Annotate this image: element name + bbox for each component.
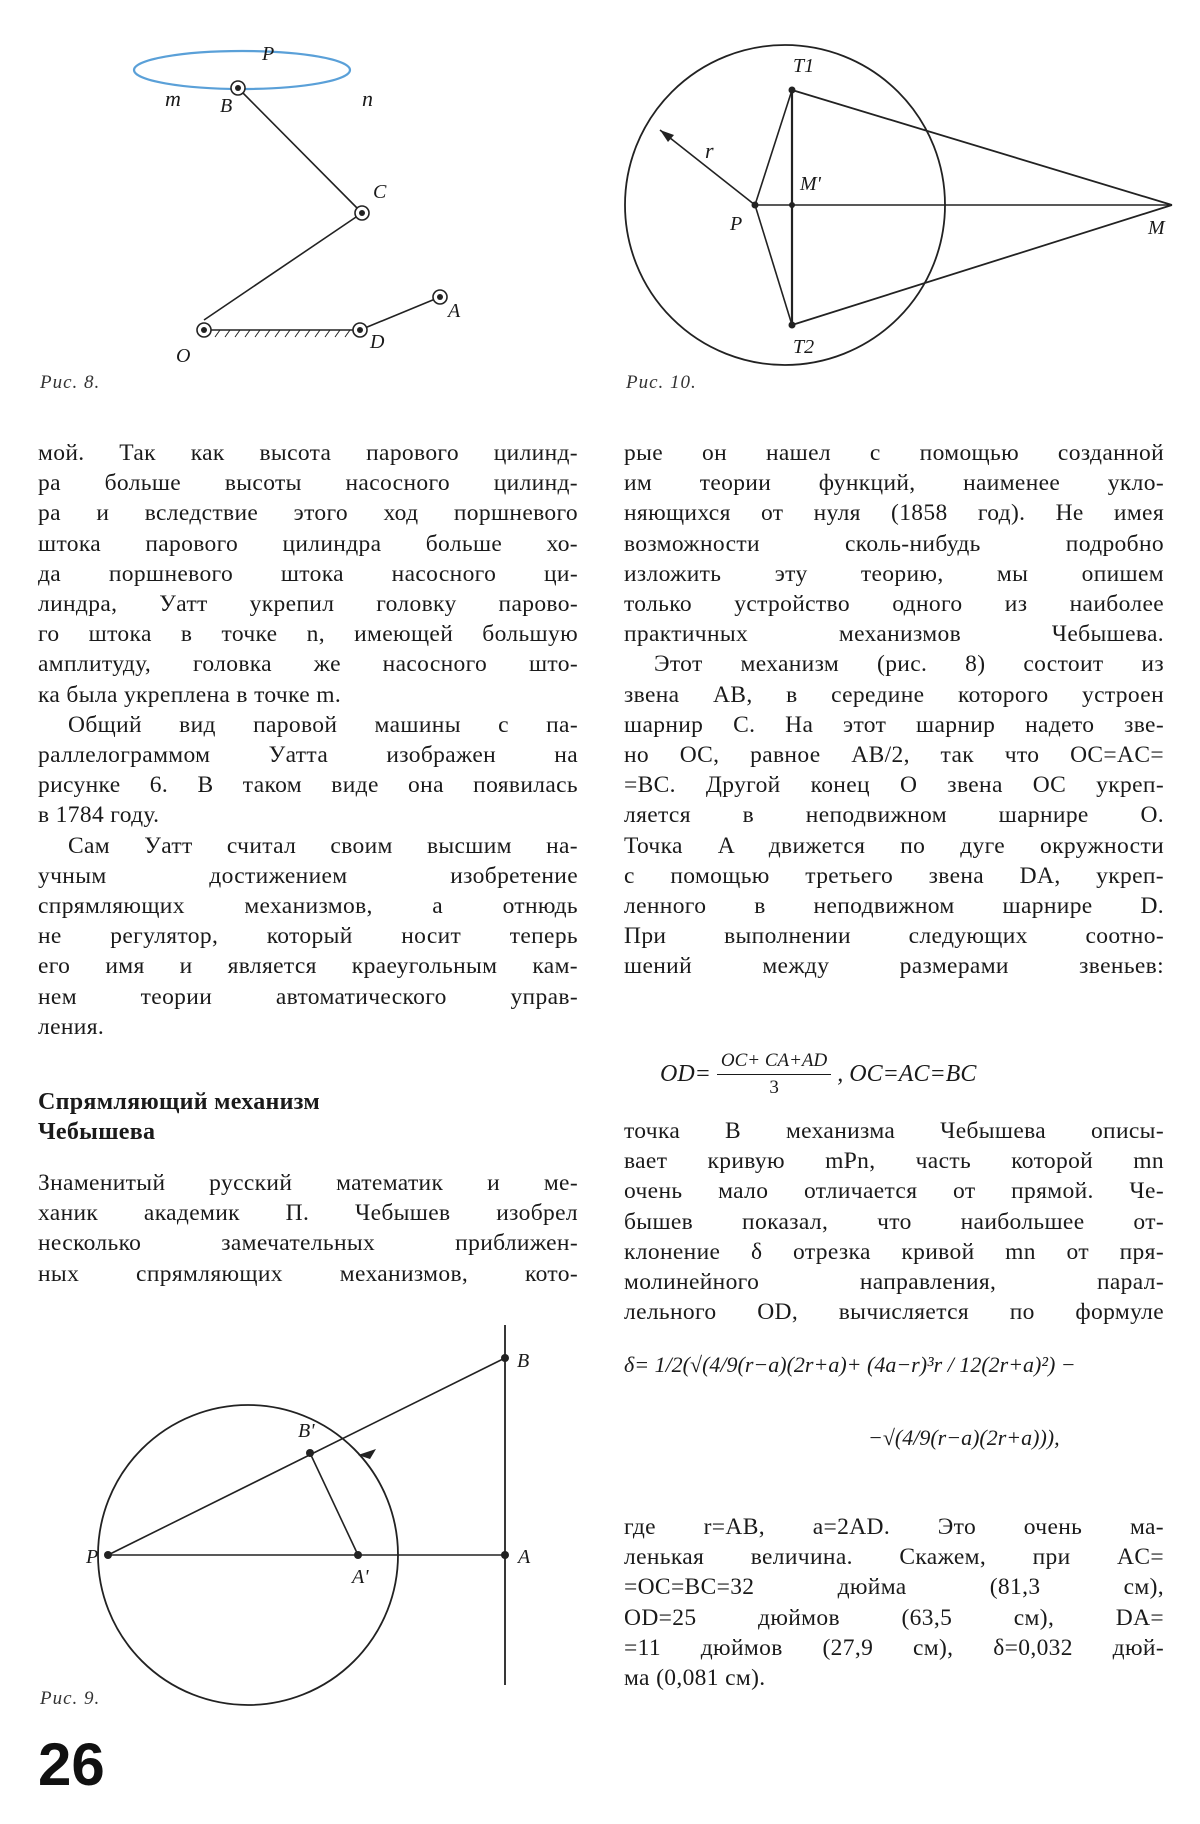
figure-8-drawing [130,30,461,370]
text-line: бышев показал, что наибольшее от- [624,1208,1164,1235]
text-line: ных спрямляющих механизмов, кото- [38,1260,578,1287]
label-r: r [705,138,714,163]
ground-hatching [205,330,350,337]
paragraph-r3 [624,1116,1164,1327]
paragraph-r1 [624,438,1164,649]
text-line: с помощью третьего звена DA, укреп- [624,862,1164,889]
text-line: не регулятор, который носит теперь [38,923,578,950]
label-t1: T1 [793,55,815,77]
right-column [624,438,1164,982]
left-column-intro [38,1168,578,1289]
text-line: спрямляющих механизмов, а отнюдь [38,893,578,920]
label-t2: T2 [793,336,815,358]
radius-pt1 [755,90,792,205]
label-p: P [86,1546,99,1568]
text-line: клонение δ отрезка кривой mn от пря- [624,1238,1164,1265]
text-line: линдра, Уатт укрепил головку парово- [38,591,578,618]
radius-pt2 [755,205,792,325]
text-line: рые он нашел с помощью созданной [624,440,1164,466]
text-line: ма (0,081 см). [624,1665,766,1692]
text-line: несколько замечательных приближен- [38,1230,578,1257]
paragraph-2 [38,710,578,831]
formula-fraction [717,1050,831,1099]
tangent-t1 [792,90,1172,205]
text-line: Точка A движется по дуге окружности [624,832,1164,859]
text-line: Знаменитый русский математик и ме- [38,1170,578,1196]
text-line: ра больше высоты насосного цилинд- [38,470,578,497]
text-line: где r=AB, a=2AD. Это очень ма- [624,1514,1164,1540]
figure-9-drawing [86,1325,560,1695]
text-line: молинейного направления, парал- [624,1269,1164,1296]
text-line: =11 дюймов (27,9 см), δ=0,032 дюй- [624,1634,1164,1661]
label-b: B [220,95,233,117]
label-c: C [373,181,387,203]
text-line: практичных механизмов Чебышева. [624,621,1164,648]
text-line: его имя и является краеугольным кам- [38,953,578,980]
text-line: го штока в точке n, имеющей большую [38,621,578,648]
figure-9-caption: Рис. 9. [40,1688,101,1709]
text-line: =BC. Другой конец O звена OC укреп- [624,772,1164,799]
text-line: няющихся от нуля (1858 год). Не имея [624,500,1164,527]
text-line: вает кривую mPn, часть которой mn [624,1148,1164,1175]
right-column-end [624,1512,1164,1693]
figure-10-caption: Рис. 10. [626,372,697,393]
chord-b-a [310,1453,358,1555]
figure-10 [620,50,1180,370]
text-line: ляется в неподвижном шарнире O. [624,802,1164,829]
text-line: ленькая величина. Скажем, при AC= [624,1544,1164,1571]
line-pb [108,1358,505,1555]
text-line: но OC, равное AB/2, так что OC=AC= [624,742,1164,769]
label-a-prime: A' [352,1566,369,1588]
text-line: ханик академик П. Чебышев изобрел [38,1200,578,1227]
label-m-prime: M' [800,173,821,195]
text-line: ра и вследствие этого ход поршневого [38,500,578,527]
formula-delta-line-2 [868,1425,1060,1451]
label-a: A [518,1546,531,1568]
text-line: Сам Уатт считал своим высшим на- [68,832,578,859]
text-line: ленного в неподвижном шарнире D. [624,893,1164,920]
paragraph-1 [38,438,578,710]
paragraph-r2 [624,649,1164,981]
text-line: Общий вид паровой машины с па- [68,711,578,738]
text-line: OD=25 дюймов (63,5 см), DA= [624,1604,1164,1631]
formula-text: −√(4/9(r−a)(2r+a))), [868,1425,1060,1450]
text-line: мой. Так как высота парового цилинд- [38,440,578,466]
text-line: =OC=BC=32 дюйма (81,3 см), [624,1574,1164,1601]
text-line: учным достижением изобретение [38,862,578,889]
paragraph-r4 [624,1512,1164,1693]
label-m: M [1148,217,1165,239]
label-o: O [176,345,191,367]
label-m: m [165,86,181,111]
text-line: ка была укреплена в точке m. [38,681,342,708]
text-line: ления. [38,1013,105,1040]
text-line: им теории функций, наименее укло- [624,470,1164,497]
text-line: Этот механизм (рис. 8) состоит из [654,651,1164,678]
left-column [38,438,578,1042]
text-line: изложить эту теорию, мы опишем [624,560,1164,587]
figure-10-drawing [620,50,1180,370]
figure-8 [130,30,461,370]
text-line: амплитуду, головка же насосного што- [38,651,578,678]
formula-lhs: OD= [660,1061,711,1087]
formula-rhs: , OC=AC=BC [837,1061,977,1087]
link-oc [204,213,362,320]
section-heading [38,1087,320,1147]
label-p: P [262,43,275,65]
link-da [360,297,440,330]
label-d: D [370,331,385,353]
tangent-t2 [792,205,1172,325]
text-line: шарнир C. На этот шарнир надето зве- [624,711,1164,738]
text-line: шений между размерами звеньев: [624,953,1164,980]
text-line: звена AB, в середине которого устроен [624,681,1164,708]
formula-text: δ= 1/2(√(4/9(r−a)(2r+a)+ (4a−r)³r / 12(2r+a)²) − [624,1352,1076,1377]
text-line: только устройство одного из наиболее [624,591,1164,618]
fraction-numerator: OC+ CA+AD [717,1050,831,1075]
text-line: очень мало отличается от прямой. Че- [624,1178,1164,1205]
label-p: P [730,213,743,235]
text-line: нем теории автоматического управ- [38,983,578,1010]
text-line: в 1784 году. [38,802,160,829]
formula-delta-line-1 [624,1352,1076,1378]
page-number: 26 [38,1731,105,1798]
right-column-continued [624,1116,1164,1327]
link-ab [238,88,362,213]
label-b: B [517,1350,530,1372]
text-line: лельного OD, вычисляется по формуле [624,1299,1164,1326]
fraction-denominator: 3 [769,1077,779,1098]
figure-9 [86,1325,560,1695]
text-line: При выполнении следующих соотно- [624,923,1164,950]
heading-line: Чебышева [38,1119,156,1145]
heading-line: Спрямляющий механизм [38,1089,321,1115]
figure-8-caption: Рис. 8. [40,372,101,393]
label-b-prime: B' [298,1420,315,1442]
text-line: раллелограммом Уатта изображен на [38,742,578,769]
text-line: точка B механизма Чебышева описы- [624,1118,1164,1144]
paragraph-4 [38,1168,578,1289]
text-line: возможности сколь-нибудь подробно [624,530,1164,557]
text-line: штока парового цилиндра больше хо- [38,530,578,557]
paragraph-3 [38,831,578,1042]
label-a: A [448,300,461,322]
text-line: рисунке 6. В таком виде она появилась [38,772,578,799]
text-line: да поршневого штока насосного ци- [38,560,578,587]
label-n: n [362,86,373,111]
formula-od [660,1050,976,1099]
